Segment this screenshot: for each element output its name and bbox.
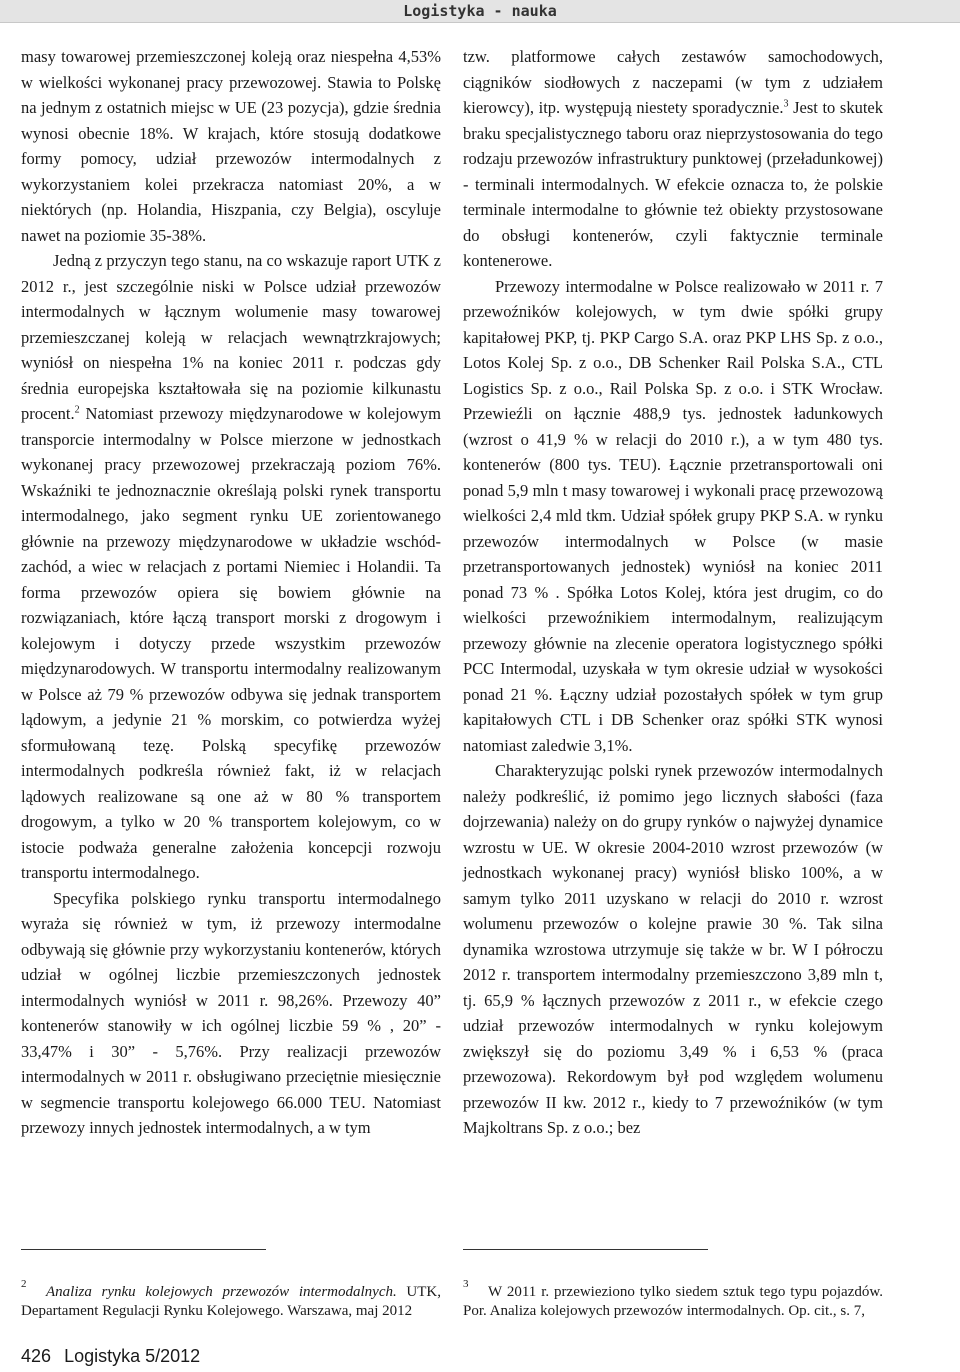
- footnote-ref-3[interactable]: 3: [783, 98, 789, 110]
- footnote-2-number: 2: [21, 1278, 27, 1290]
- right-column: [463, 44, 883, 1141]
- left-paragraph-1: masy towarowej przemieszczonej koleją oraz niespełna 4,53% w wielkości wykonanej pracy przewozowej. Stawia to Polskę na jednym z ostatnich miejsc w UE (23 pozycja), gdzie średnia wynosi obecnie 18%. W krajach, które stosują dodatkowe formy pomocy, udział przewozów intermodalnych z wykorzystaniem kolei przekracza natomiast 20%, a w niektórych (np. Holandia, Hiszpania, czy Belgia), oscyluje nawet na poziomie 35-38%.: [21, 47, 441, 245]
- journal-name: Logistyka 5/2012: [64, 1346, 201, 1366]
- left-paragraph-3: Specyfika polskiego rynku transportu intermodalnego wyraża się również w tym, iż przewozy intermodalne odbywają się głównie przy wykorzystaniu kontenerów, których udział w ogólnej liczbie przemieszczonych jednostek intermodalnych wyniósł w 2011 r. 98,26%. Przewozy 40” kontenerów stanowiły w ich ogólnej liczbie 59 % , 20” - 33,47% i 30” - 5,76%. Przy realizacji przewozów intermodalnych w 2011 r. obsługiwano przeciętnie miesięcznie w segmencie transportu kolejowego 66.000 TEU. Natomiast przewozy innych jednostek intermodalnych, a w tym: [21, 888, 441, 1137]
- footnote-2-title: Analiza rynku kolejowych przewozów intermodalnych.: [46, 1284, 397, 1300]
- footnote-3-number: 3: [463, 1278, 469, 1290]
- page-number: 426: [21, 1346, 52, 1366]
- left-column: [21, 44, 441, 1141]
- footnote-2-source: UTK, Departament Regulacji Rynku Kolejowego. Warszawa, maj 2012: [21, 1284, 441, 1319]
- right-paragraph-1: [463, 44, 883, 274]
- footnote-3: [463, 1278, 883, 1321]
- header-title: Logistyka - nauka: [403, 2, 557, 20]
- footnote-3-text: W 2011 r. przewieziono tylko siedem sztuk tego typu pojazdów. Por. Analiza kolejowych przewozów intermodalnych. Op. cit., s. 7,: [463, 1284, 883, 1319]
- right-paragraph-1-text-b: Jest to skutek braku specjalistycznego taboru oraz nieprzystosowania do tego rodzaju przewozów infrastruktury punktowej (przeładunkowej) - terminali intermodalnych. W efekcie oznacza to, że polskie terminale intermodalne to głównie też obiekty przystosowane do obsługi kontenerów, czyli faktycznie terminale kontenerowe.: [463, 98, 883, 270]
- page-footer: [21, 1346, 200, 1367]
- right-paragraph-2: Przewozy intermodalne w Polsce realizowało w 2011 r. 7 przewoźników kolejowych, w tym dwie spółki grupy kapitałowej PKP, tj. PKP Cargo S.A. oraz PKP LHS Sp. z o.o., Lotos Kolej Sp. z o.o., DB Schenker Rail Polska S.A., CTL Logistics Sp. z o.o., Rail Polska Sp. z o.o. i STK Wrocław. Przewieźli on łącznie 488,9 tys. jednostek ładunkowych (wzrost o 41,9 % w relacji do 2010 r.), a w tym 480 tys. kontenerów (800 tys. TEU). Łącznie przetransportowali oni ponad 5,9 mln t masy towarowej i wykonali pracę przewozową wielkości 2,4 mld tkm. Udział spółek grupy PKP S.A. w rynku przewozów intermodalnych w Polsce (w masie przetransportowanych jednostek) wyniósł na koniec 2011 ponad 73 % . Spółka Lotos Kolej, która jest drugim, co do wielkości przewoźnikiem intermodalnym, realizującym przewozy głównie na zlecenie operatora logistycznego spółki PCC Intermodal, uzyskała w tym okresie udział w wysokości ponad 21 %. Łączny udział pozostałych spółek w tym grup kapitałowych CTL i DB Schenker oraz spółki STK wynosi natomiast zaledwie 3,1%.: [463, 276, 883, 755]
- footnote-divider-left: [21, 1249, 266, 1250]
- left-paragraph-2-text-a: Jedną z przyczyn tego stanu, na co wskazuje raport UTK z 2012 r., jest szczególnie niski w Polsce udział przewozów intermodalnych w łącznym wolumenie masy towarowej przemieszczanej koleją w relacjach wewnątrzkrajowych; wyniósł on niespełna 1% na koniec 2011 r. podczas gdy średnia europejska kształtowała się na poziomie kilkunastu procent.: [21, 251, 441, 423]
- left-paragraph-2-text-b: Natomiast przewozy międzynarodowe w kolejowym transporcie intermodalny w Polsce mierzone w jednostkach wykonanej pracy przewozowej przekraczają poziom 76%. Wskaźniki te jednoznacznie określają polski rynek transportu intermodalnego, jako segment rynku UE zorientowanego głównie na przewozy międzynarodowe w układzie wschód-zachód, a wiec w relacjach z portami Niemiec i Holandii. Ta forma przewozów opiera się bowiem głównie na rozwiązaniach, które łączą transport morski z drogowym i kolejowym i dotyczy przede wszystkim przewozów międzynarodowych. W transportu intermodalny realizowanym w Polsce aż 79 % przewozów odbywa się jednak transportem lądowym, a jedynie 21 % morskim, co potwierdza wyżej sformułowaną tezę. Polską specyfikę przewozów intermodalnych podkreśla również fakt, iż w relacjach lądowych realizowane są one aż w 80 % transportem drogowym, a tylko w 20 % transportem kolejowym, co w istocie podważa generalne założenia koncepcji rozwoju transportu intermodalnego.: [21, 404, 441, 882]
- running-header: [0, 0, 960, 23]
- footnote-2: [21, 1278, 441, 1321]
- left-paragraph-2: [21, 248, 441, 886]
- footnote-divider-right: [463, 1249, 708, 1250]
- right-paragraph-3: Charakteryzując polski rynek przewozów intermodalnych należy podkreślić, iż pomimo jego licznych słabości (faza dojrzewania) należy on do grupy rynków o najwyżej dynamice wzrostu w UE. W okresie 2004-2010 wzrost przewozów (w jednostkach wykonanej pracy) wyniósł blisko 100%, a w samym tylko 2011 uzyskano w relacji do 2010 r. wzrost wolumenu przewozów o kolejne prawie 30 %. Tak silna dynamika wzrostowa utrzymuje się także w br. W I półroczu 2012 r. transportem intermodalny przemieszczono 3,89 mln t, tj. 65,9 % łącznych przewozów z 2011 r., w efekcie czego udział przewozów intermodalnych w rynku kolejowym zwiększył się do poziomu 3,49 % i 6,53 % (praca przewozowa). Rekordowym był pod względem wolumenu przewozów II kw. 2012 r., kiedy to 7 przewoźników (w tym Majkoltrans Sp. z o.o.; bez: [463, 761, 883, 1137]
- right-paragraph-1-text-a: tzw. platformowe całych zestawów samochodowych, ciągników siodłowych z naczepami (w tym z udziałem kierowcy), itp. występują niestety sporadycznie.: [463, 47, 883, 117]
- footnote-ref-2[interactable]: 2: [74, 404, 80, 416]
